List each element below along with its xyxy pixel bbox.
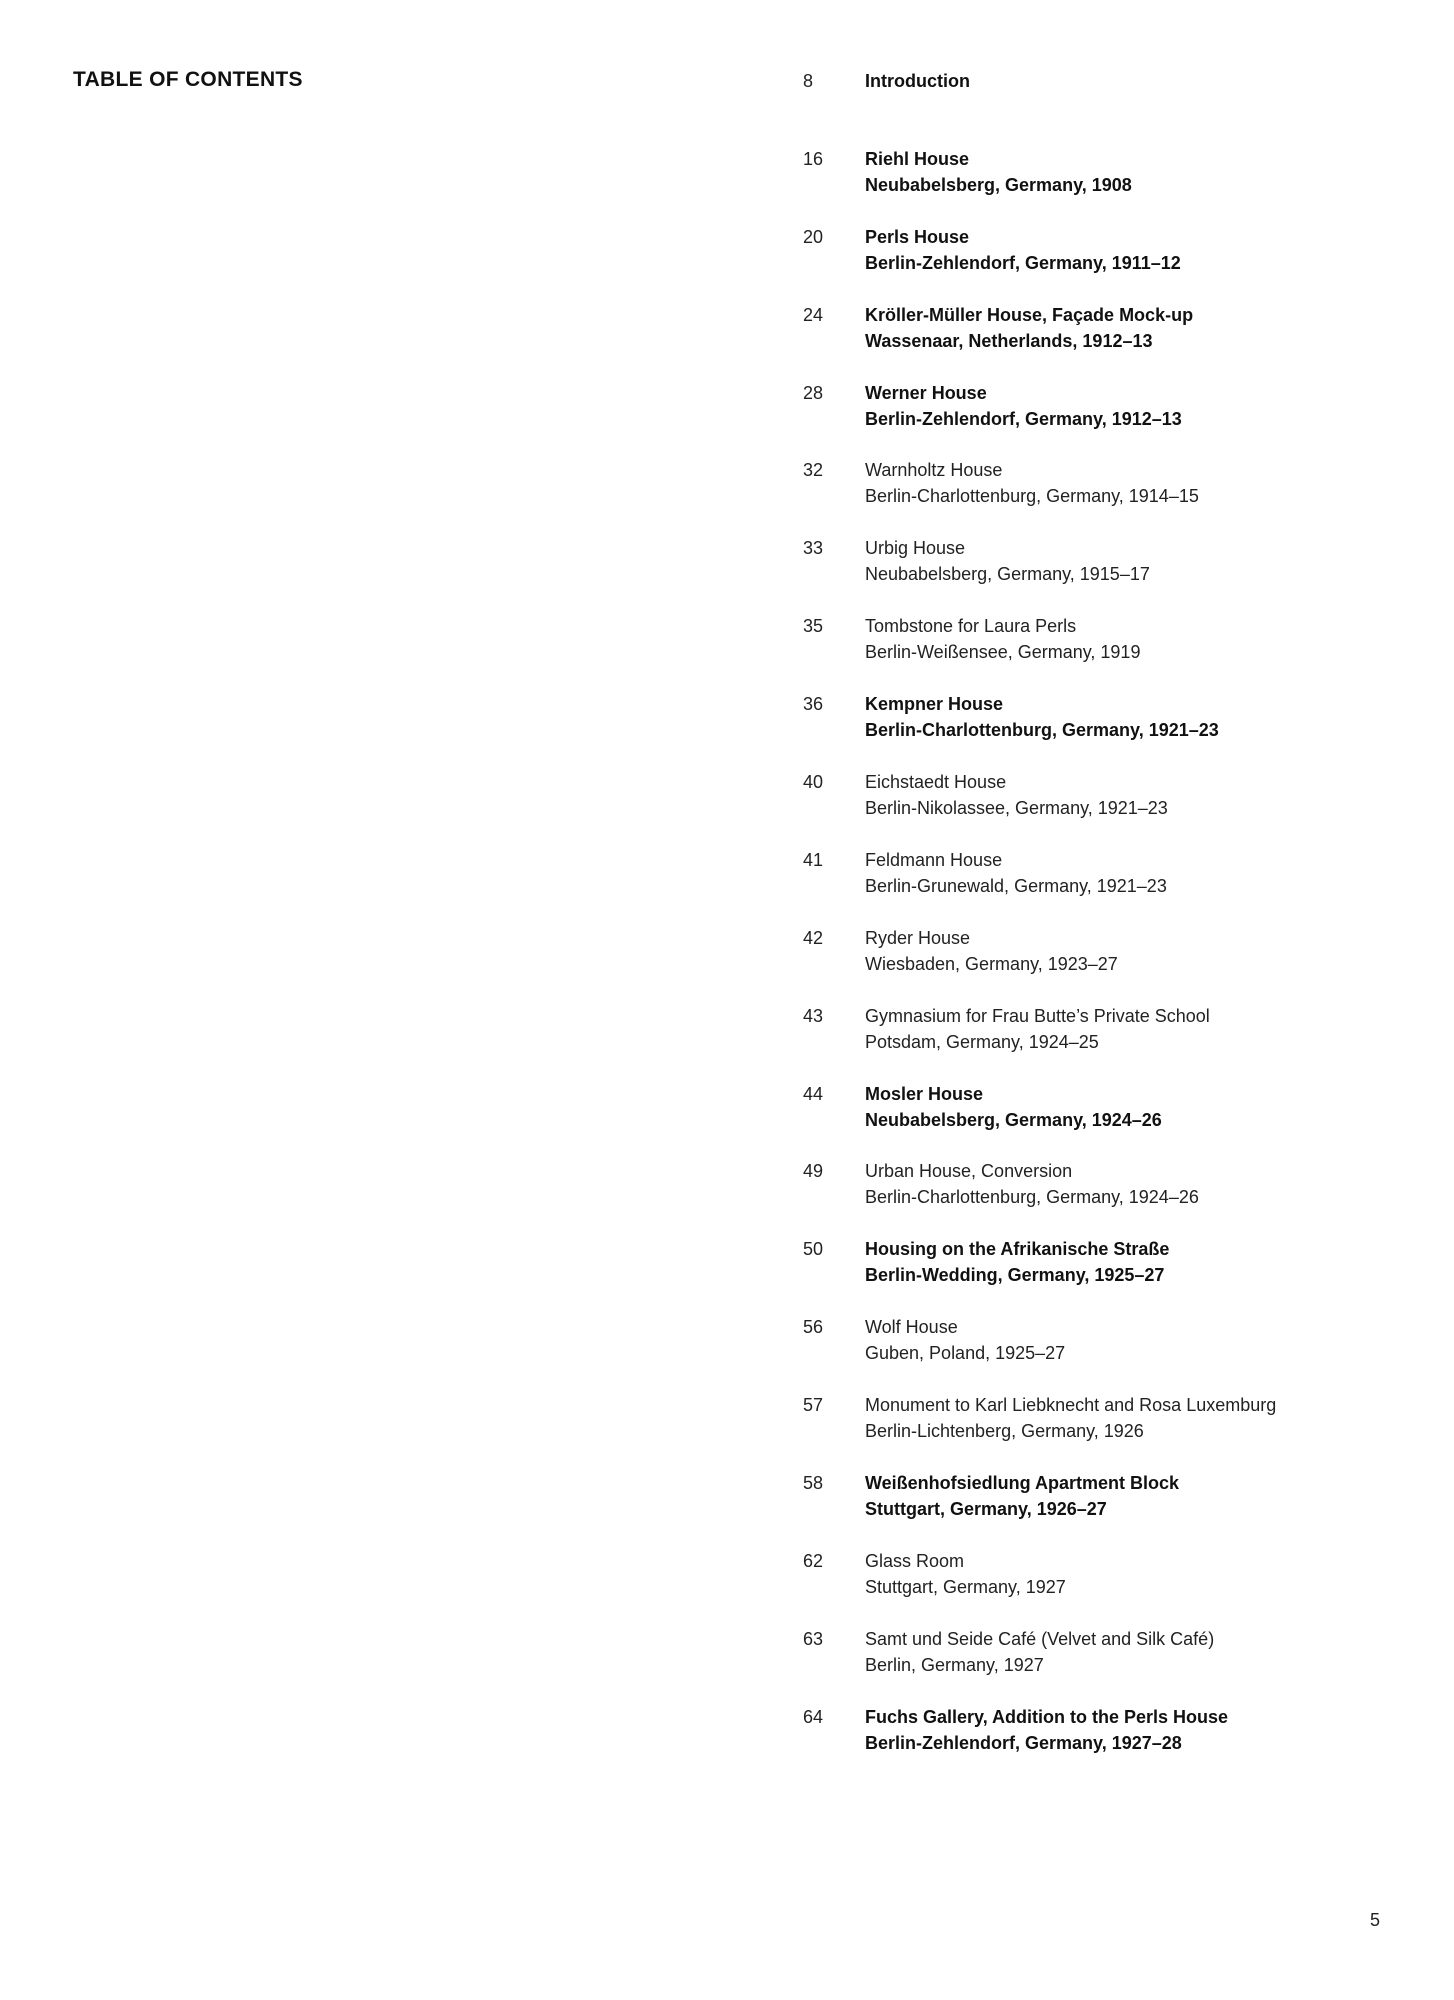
toc-entry-title: Kempner House bbox=[865, 694, 1004, 715]
toc-entry bbox=[803, 146, 1403, 224]
toc-entry bbox=[803, 535, 1403, 613]
toc-entry-text bbox=[865, 457, 1403, 509]
toc-entry-location: Neubabelsberg, Germany, 1915–17 bbox=[865, 564, 1150, 585]
toc-entry-text bbox=[865, 691, 1403, 743]
toc-entry-title: Tombstone for Laura Perls bbox=[865, 616, 1077, 637]
toc-entry bbox=[803, 1081, 1403, 1159]
toc-entry bbox=[803, 691, 1403, 769]
toc-entry-text bbox=[865, 1626, 1403, 1678]
toc-entry-text bbox=[865, 146, 1403, 198]
toc-entry-title: Eichstaedt House bbox=[865, 772, 1007, 793]
toc-entry-page-number: 8 bbox=[803, 71, 814, 91]
toc-entry-text bbox=[865, 1158, 1403, 1210]
toc-entry-text bbox=[865, 1392, 1403, 1444]
toc-entry-title: Riehl House bbox=[865, 148, 970, 169]
toc-entry-location: Berlin-Weißensee, Germany, 1919 bbox=[865, 642, 1141, 663]
toc-entry-title: Wolf House bbox=[865, 1317, 958, 1338]
toc-entry-page-number: 24 bbox=[803, 304, 824, 325]
toc-entry bbox=[803, 1470, 1403, 1548]
toc-entry-page-number: 41 bbox=[803, 849, 824, 870]
toc-entry-page-number: 33 bbox=[803, 538, 824, 559]
toc-entry-location: Berlin-Grunewald, Germany, 1921–23 bbox=[865, 875, 1167, 896]
toc-entry bbox=[803, 1704, 1403, 1782]
toc-entry-location: Berlin-Zehlendorf, Germany, 1927–28 bbox=[865, 1732, 1182, 1753]
toc-entry-location: Berlin-Zehlendorf, Germany, 1912–13 bbox=[865, 408, 1182, 429]
table-of-contents-list bbox=[803, 68, 1403, 1782]
toc-entry-location: Berlin-Charlottenburg, Germany, 1914–15 bbox=[865, 486, 1199, 507]
toc-entry-page-number: 64 bbox=[803, 1706, 824, 1727]
toc-entry-location: Berlin-Nikolassee, Germany, 1921–23 bbox=[865, 798, 1168, 819]
toc-entry-location: Wiesbaden, Germany, 1923–27 bbox=[865, 953, 1118, 974]
toc-entry-title: Urban House, Conversion bbox=[865, 1161, 1073, 1182]
toc-entry-location: Stuttgart, Germany, 1926–27 bbox=[865, 1499, 1107, 1520]
toc-entry-location: Berlin-Charlottenburg, Germany, 1924–26 bbox=[865, 1187, 1199, 1208]
toc-entry-location: Neubabelsberg, Germany, 1908 bbox=[865, 174, 1132, 195]
toc-entry-page-number: 58 bbox=[803, 1473, 824, 1494]
toc-entry bbox=[803, 1236, 1403, 1314]
toc-entry-text bbox=[865, 535, 1403, 587]
toc-entry-text bbox=[865, 613, 1403, 665]
toc-entry-page-number: 50 bbox=[803, 1239, 824, 1260]
toc-entry bbox=[803, 1392, 1403, 1470]
toc-entry bbox=[803, 613, 1403, 691]
toc-entry-title: Warnholtz House bbox=[865, 460, 1003, 481]
toc-entry-title: Housing on the Afrikanische Straße bbox=[865, 1239, 1170, 1260]
toc-entry-title: Glass Room bbox=[865, 1550, 965, 1571]
toc-entry bbox=[803, 1548, 1403, 1626]
toc-entry-text bbox=[865, 769, 1403, 821]
toc-entry-title: Urbig House bbox=[865, 538, 966, 559]
toc-entry-title: Introduction bbox=[865, 71, 970, 91]
toc-entry-text bbox=[865, 1081, 1403, 1133]
toc-entry-page-number: 62 bbox=[803, 1550, 824, 1571]
toc-entry-location: Neubabelsberg, Germany, 1924–26 bbox=[865, 1109, 1162, 1130]
toc-entry bbox=[803, 1003, 1403, 1081]
toc-entry bbox=[803, 1314, 1403, 1392]
toc-entry-text bbox=[865, 1548, 1403, 1600]
toc-entry bbox=[803, 847, 1403, 925]
toc-entry-page-number: 16 bbox=[803, 148, 824, 169]
toc-entry-title: Weißenhofsiedlung Apartment Block bbox=[865, 1473, 1180, 1494]
toc-entry-page-number: 56 bbox=[803, 1317, 824, 1338]
toc-entry-title: Mosler House bbox=[865, 1083, 984, 1104]
toc-entry-title: Perls House bbox=[865, 226, 970, 247]
toc-entry-text bbox=[865, 925, 1403, 977]
toc-entry-page-number: 40 bbox=[803, 772, 824, 793]
toc-entry bbox=[803, 224, 1403, 302]
toc-entry bbox=[803, 769, 1403, 847]
toc-entry bbox=[803, 68, 1403, 146]
toc-entry-location: Wassenaar, Netherlands, 1912–13 bbox=[865, 330, 1153, 351]
toc-entry-text bbox=[865, 1236, 1403, 1288]
toc-entry-text bbox=[865, 380, 1403, 432]
toc-entry-page-number: 35 bbox=[803, 616, 824, 637]
toc-entry-title: Ryder House bbox=[865, 927, 971, 948]
toc-entry bbox=[803, 925, 1403, 1003]
toc-entry-title: Kröller-Müller House, Façade Mock-up bbox=[865, 304, 1194, 325]
toc-entry-location: Berlin-Lichtenberg, Germany, 1926 bbox=[865, 1421, 1144, 1442]
toc-entry-title: Gymnasium for Frau Butte’s Private School bbox=[865, 1005, 1210, 1026]
toc-entry bbox=[803, 302, 1403, 380]
toc-entry-title: Monument to Karl Liebknecht and Rosa Luxemburg bbox=[865, 1395, 1277, 1416]
toc-entry-text bbox=[865, 1003, 1403, 1055]
toc-entry bbox=[803, 457, 1403, 535]
toc-entry-location: Berlin, Germany, 1927 bbox=[865, 1654, 1044, 1675]
page-number: 5 bbox=[1370, 1910, 1381, 1930]
toc-entry bbox=[803, 1626, 1403, 1704]
toc-entry-text bbox=[865, 1314, 1403, 1366]
toc-entry-page-number: 32 bbox=[803, 460, 824, 481]
toc-entry-text bbox=[865, 847, 1403, 899]
toc-entry bbox=[803, 1158, 1403, 1236]
toc-entry-page-number: 43 bbox=[803, 1005, 824, 1026]
toc-entry-page-number: 63 bbox=[803, 1628, 824, 1649]
toc-entry-title: Samt und Seide Café (Velvet and Silk Café) bbox=[865, 1628, 1215, 1649]
toc-entry-text bbox=[865, 1470, 1403, 1522]
toc-entry-location: Berlin-Charlottenburg, Germany, 1921–23 bbox=[865, 720, 1219, 741]
toc-entry-title: Werner House bbox=[865, 382, 987, 403]
toc-entry-title: Feldmann House bbox=[865, 849, 1003, 870]
toc-entry bbox=[803, 380, 1403, 458]
page-title: TABLE OF CONTENTS bbox=[73, 68, 303, 91]
toc-entry-page-number: 28 bbox=[803, 382, 824, 403]
toc-entry-page-number: 49 bbox=[803, 1161, 824, 1182]
toc-entry-page-number: 20 bbox=[803, 226, 824, 247]
toc-entry-location: Berlin-Zehlendorf, Germany, 1911–12 bbox=[865, 252, 1181, 273]
toc-entry-page-number: 42 bbox=[803, 927, 824, 948]
toc-entry-location: Potsdam, Germany, 1924–25 bbox=[865, 1031, 1099, 1052]
toc-entry-page-number: 36 bbox=[803, 694, 824, 715]
toc-entry-text bbox=[865, 224, 1403, 276]
toc-entry-text bbox=[865, 302, 1403, 354]
toc-entry-text bbox=[865, 1704, 1403, 1756]
toc-entry-location: Berlin-Wedding, Germany, 1925–27 bbox=[865, 1265, 1165, 1286]
toc-entry-page-number: 44 bbox=[803, 1083, 824, 1104]
toc-entry-location: Stuttgart, Germany, 1927 bbox=[865, 1576, 1066, 1597]
toc-entry-page-number: 57 bbox=[803, 1395, 824, 1416]
toc-entry-title: Fuchs Gallery, Addition to the Perls House bbox=[865, 1706, 1229, 1727]
toc-entry-location: Guben, Poland, 1925–27 bbox=[865, 1343, 1066, 1364]
toc-entry-text bbox=[865, 68, 1403, 94]
